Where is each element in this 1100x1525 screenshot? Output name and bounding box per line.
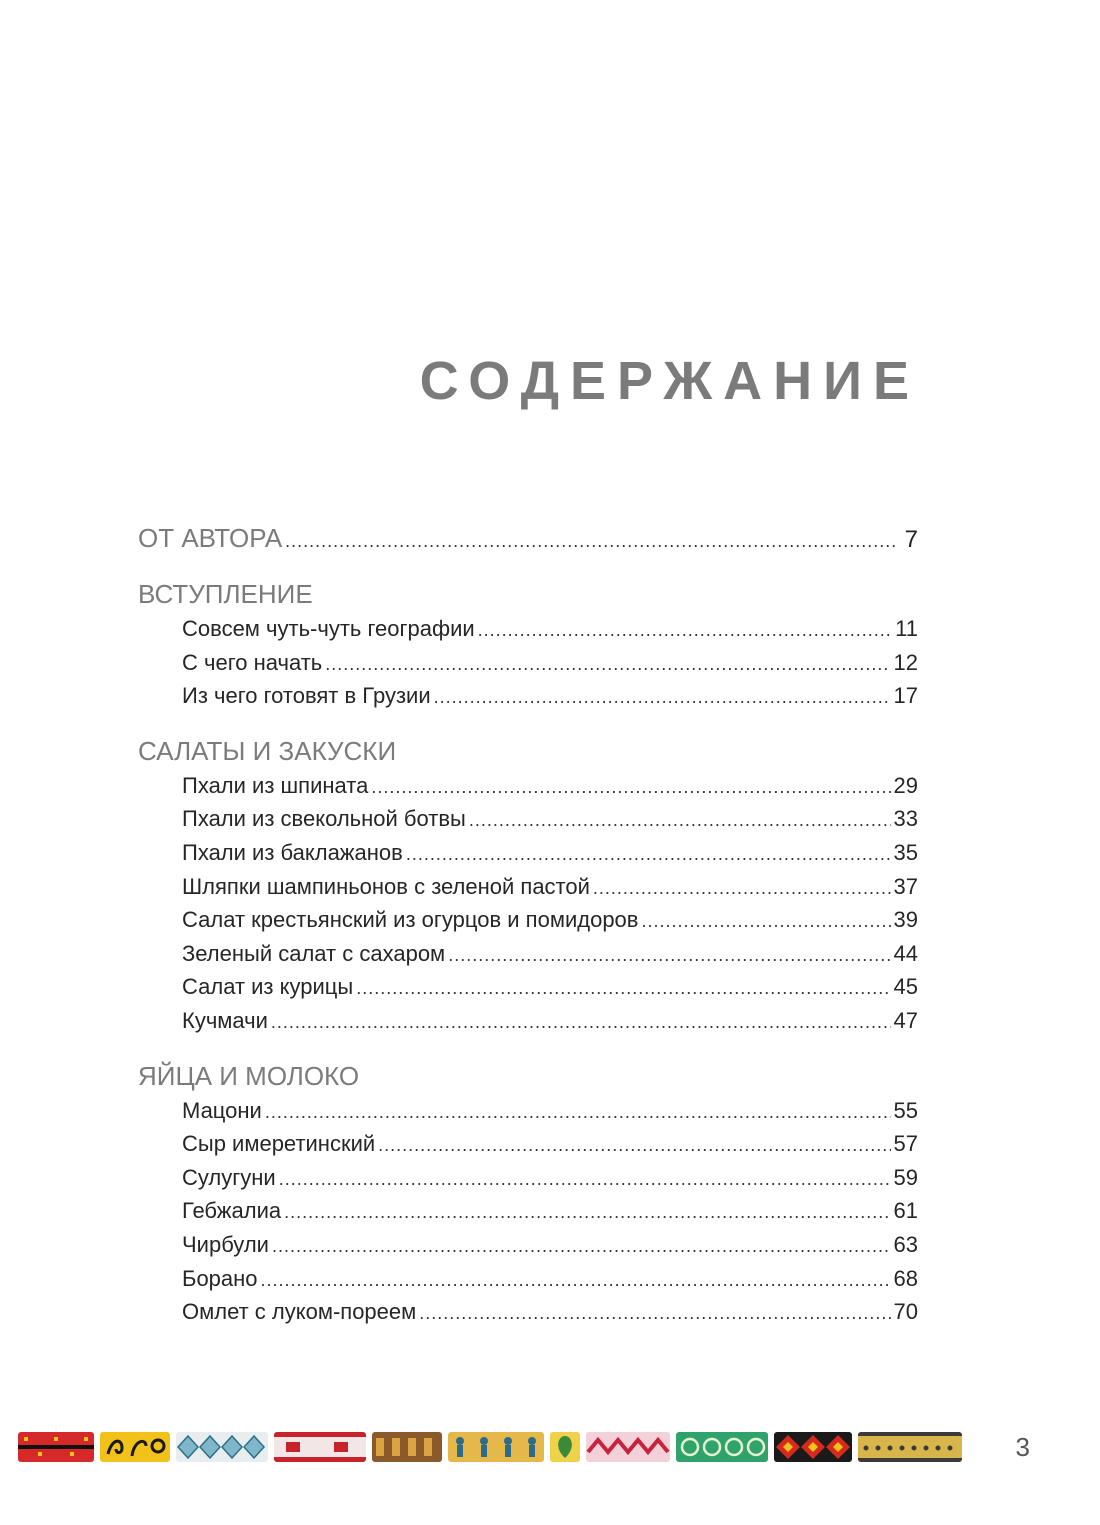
section-heading: ВСТУПЛЕНИЕ xyxy=(138,579,313,609)
toc-entry[interactable] xyxy=(138,679,918,713)
dot-leader xyxy=(265,1096,891,1130)
dot-leader xyxy=(478,614,892,648)
dot-leader xyxy=(261,1264,891,1298)
toc-entry[interactable] xyxy=(138,802,918,836)
toc-entry-page: 47 xyxy=(893,1007,918,1033)
toc-entry-label: Сыр имеретинский xyxy=(182,1131,376,1157)
toc-entry-label: Пхали из баклажанов xyxy=(182,839,403,865)
toc-entry[interactable] xyxy=(138,612,918,646)
toc-entry-page: 35 xyxy=(893,839,918,865)
toc-entry-label: Салат из курицы xyxy=(182,974,354,1000)
toc-entry-label: Совсем чуть-чуть географии xyxy=(182,616,475,641)
toc-entry[interactable] xyxy=(138,903,918,937)
toc-entry-page: 68 xyxy=(893,1265,918,1291)
toc-section-intro-chapter xyxy=(138,576,918,713)
toc-entry-label: ОТ АВТОРА xyxy=(138,523,283,553)
brown-pattern-ornament xyxy=(372,1432,442,1462)
toc-entry-page: 70 xyxy=(893,1299,918,1325)
black-red-diamond-ornament xyxy=(774,1432,852,1462)
page-title: СОДЕРЖАНИЕ xyxy=(419,351,920,411)
toc-entry-page: 44 xyxy=(893,940,918,966)
toc-entry[interactable] xyxy=(138,1004,918,1038)
toc-entry-page: 63 xyxy=(893,1231,918,1257)
toc-entry-label: Пхали из шпината xyxy=(182,772,369,798)
red-border-ornament xyxy=(274,1432,366,1462)
toc-entry[interactable] xyxy=(138,646,918,680)
toc-entry-label: Зеленый салат с сахаром xyxy=(182,940,446,966)
toc-section-salads xyxy=(138,733,918,1038)
toc-entry-page: 39 xyxy=(893,907,918,933)
toc-entry-page: 29 xyxy=(893,772,918,798)
toc-entry[interactable] xyxy=(138,870,918,904)
dot-leader xyxy=(593,872,891,906)
toc-entry-label: Гебжалиа xyxy=(182,1198,282,1224)
toc-entry-label: Чирбули xyxy=(182,1231,269,1257)
dot-leader xyxy=(419,1297,890,1331)
toc-entry-page: 12 xyxy=(893,649,918,675)
toc-entry-page: 33 xyxy=(893,806,918,832)
pink-wave-ornament xyxy=(586,1432,670,1462)
ornament-strip xyxy=(18,1432,962,1462)
toc-entry-label: Салат крестьянский из огурцов и помидоров xyxy=(182,907,639,933)
toc-entry-page: 55 xyxy=(893,1097,918,1123)
toc-entry[interactable] xyxy=(138,1228,918,1262)
toc-entry-label: С чего начать xyxy=(182,649,323,675)
dot-leader xyxy=(356,972,890,1006)
toc-entry-page: 17 xyxy=(893,683,918,709)
toc-entry[interactable] xyxy=(138,937,918,971)
toc-entry-label: Борано xyxy=(182,1265,258,1291)
toc-entry[interactable] xyxy=(138,970,918,1004)
dot-leader xyxy=(325,648,890,682)
red-stripe-ornament xyxy=(18,1432,94,1462)
toc-entry[interactable] xyxy=(138,1127,918,1161)
figures-ornament xyxy=(448,1432,544,1462)
dot-leader xyxy=(406,838,891,872)
diamond-ornament xyxy=(176,1432,268,1462)
toc-entry-label: Мацони xyxy=(182,1097,262,1123)
section-heading: САЛАТЫ И ЗАКУСКИ xyxy=(138,735,397,766)
toc-entry-page: 11 xyxy=(895,616,918,641)
toc-entry[interactable] xyxy=(138,1094,918,1128)
dot-leader xyxy=(272,1230,891,1264)
table-of-contents xyxy=(138,520,918,1349)
toc-section-eggs-milk xyxy=(138,1058,918,1329)
section-heading: ЯЙЦА И МОЛОКО xyxy=(138,1060,360,1091)
dot-leader xyxy=(284,1196,890,1230)
yellow-swirl-ornament xyxy=(100,1432,170,1462)
toc-entry-label: Омлет с луком-пореем xyxy=(182,1299,417,1325)
toc-entry-intro[interactable] xyxy=(138,520,918,556)
green-leaf-ornament xyxy=(550,1432,580,1462)
dot-leader xyxy=(378,1129,890,1163)
toc-entry-page: 57 xyxy=(893,1131,918,1157)
toc-intro xyxy=(138,520,918,556)
toc-entry[interactable] xyxy=(138,1295,918,1329)
page-number: 3 xyxy=(1015,1432,1030,1462)
dot-leader xyxy=(434,681,891,715)
green-circle-ornament xyxy=(676,1432,768,1462)
dot-leader xyxy=(279,1163,891,1197)
toc-entry-page: 61 xyxy=(893,1198,918,1224)
dot-leader xyxy=(448,939,890,973)
dot-leader xyxy=(371,771,890,805)
dot-leader xyxy=(641,905,890,939)
toc-entry-label: Кучмачи xyxy=(182,1007,268,1033)
toc-entry-page: 45 xyxy=(893,974,918,1000)
toc-entry[interactable] xyxy=(138,836,918,870)
toc-entry-label: Пхали из свекольной ботвы xyxy=(182,806,466,832)
toc-entry[interactable] xyxy=(138,769,918,803)
dot-leader xyxy=(469,804,891,838)
toc-entry-page: 37 xyxy=(893,873,918,899)
toc-entry[interactable] xyxy=(138,1194,918,1228)
toc-entry[interactable] xyxy=(138,1161,918,1195)
toc-entry-label: Сулугуни xyxy=(182,1164,276,1190)
toc-entry-label: Шляпки шампиньонов с зеленой пастой xyxy=(182,873,590,899)
dotted-ornament xyxy=(858,1432,962,1462)
dot-leader xyxy=(271,1006,891,1040)
dot-leader xyxy=(285,523,895,559)
toc-entry[interactable] xyxy=(138,1262,918,1296)
toc-entry-label: Из чего готовят в Грузии xyxy=(182,683,431,709)
toc-entry-page: 59 xyxy=(893,1164,918,1190)
toc-entry-page: 7 xyxy=(904,526,918,553)
